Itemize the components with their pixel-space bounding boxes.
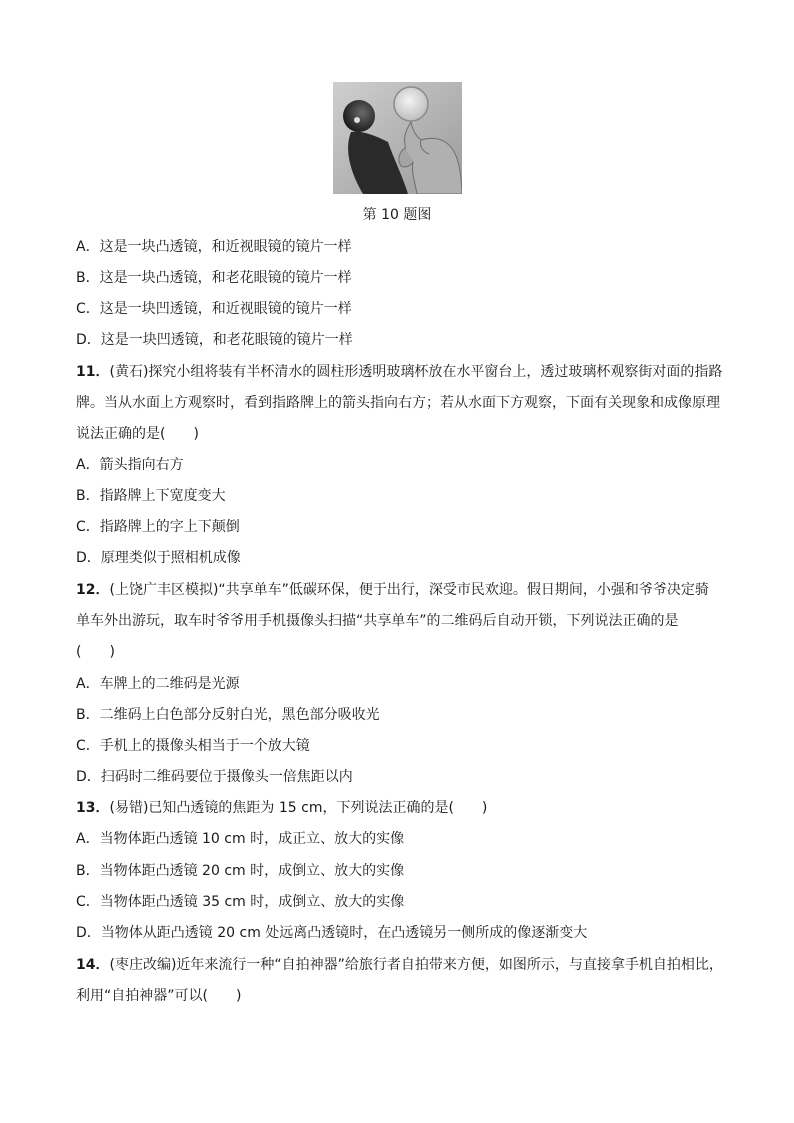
figure-caption: 第 10 题图 [362,207,432,223]
q14-stem-line-2: 利用“自拍神器”可以( ) [76,988,242,1004]
q12-option-c: C．手机上的摄像头相当于一个放大镜 [76,738,310,754]
q14-stem-line-1 [76,955,723,975]
q10-option-d: D．这是一块凹透镜，和老花眼镜的镜片一样 [76,332,353,348]
q11-stem-text-1: (黄石)探究小组将装有半杯清水的圆柱形透明玻璃杯放在水平窗台上，透过玻璃杯观察街对面的指路 [109,364,723,380]
q11-option-b: B．指路牌上下宽度变大 [76,488,226,504]
q11-option-d: D．原理类似于照相机成像 [76,550,241,566]
q10-option-c: C．这是一块凹透镜，和近视眼镜的镜片一样 [76,301,352,317]
q13-option-d: D．当物体从距凸透镜 20 cm 处远离凸透镜时，在凸透镜另一侧所成的像逐渐变大 [76,925,588,941]
q12-stem-text-1: (上饶广丰区模拟)“共享单车”低碳环保，便于出行，深受市民欢迎。假日期间，小强和爷爷决定骑 [109,582,709,598]
q13-option-a: A．当物体距凸透镜 10 cm 时，成正立、放大的实像 [76,831,405,847]
q11-option-c: C．指路牌上的字上下颠倒 [76,519,240,535]
q12-stem-line-3: ( ) [76,644,115,660]
q13-stem-text-1: (易错)已知凸透镜的焦距为 15 cm，下列说法正确的是( ) [109,800,488,816]
q13-stem-line-1 [76,798,487,818]
q13-option-b: B．当物体距凸透镜 20 cm 时，成倒立、放大的实像 [76,863,405,879]
q11-stem-line-1 [76,362,722,382]
q12-stem-line-2: 单车外出游玩，取车时爷爷用手机摄像头扫描“共享单车”的二维码后自动开锁，下列说法正确的是 [76,613,679,629]
q10-option-b: B．这是一块凸透镜，和老花眼镜的镜片一样 [76,270,352,286]
q11-stem-line-2: 牌。当从水面上方观察时，看到指路牌上的箭头指向右方；若从水面下方观察，下面有关现象和成像原理 [76,395,720,411]
q12-stem-line-1 [76,580,709,600]
q13-number: 13． [76,800,110,816]
q13-option-c: C．当物体距凸透镜 35 cm 时，成倒立、放大的实像 [76,894,405,910]
q11-number: 11． [76,364,110,380]
q10-option-a: A．这是一块凸透镜，和近视眼镜的镜片一样 [76,239,352,255]
q12-option-d: D．扫码时二维码要位于摄像头一倍焦距以内 [76,769,353,785]
q14-number: 14． [76,957,110,973]
q12-option-a: A．车牌上的二维码是光源 [76,676,240,692]
q11-option-a: A．箭头指向右方 [76,457,184,473]
q11-stem-line-3: 说法正确的是( ) [76,426,199,442]
question-10-figure [333,82,462,194]
q14-stem-text-1: (枣庄改编)近年来流行一种“自拍神器”给旅行者自拍带来方便，如图所示，与直接拿手机自拍相比， [109,957,723,973]
q12-number: 12． [76,582,110,598]
lens-photo-illustration [333,82,462,194]
q12-option-b: B．二维码上白色部分反射白光，黑色部分吸收光 [76,707,380,723]
